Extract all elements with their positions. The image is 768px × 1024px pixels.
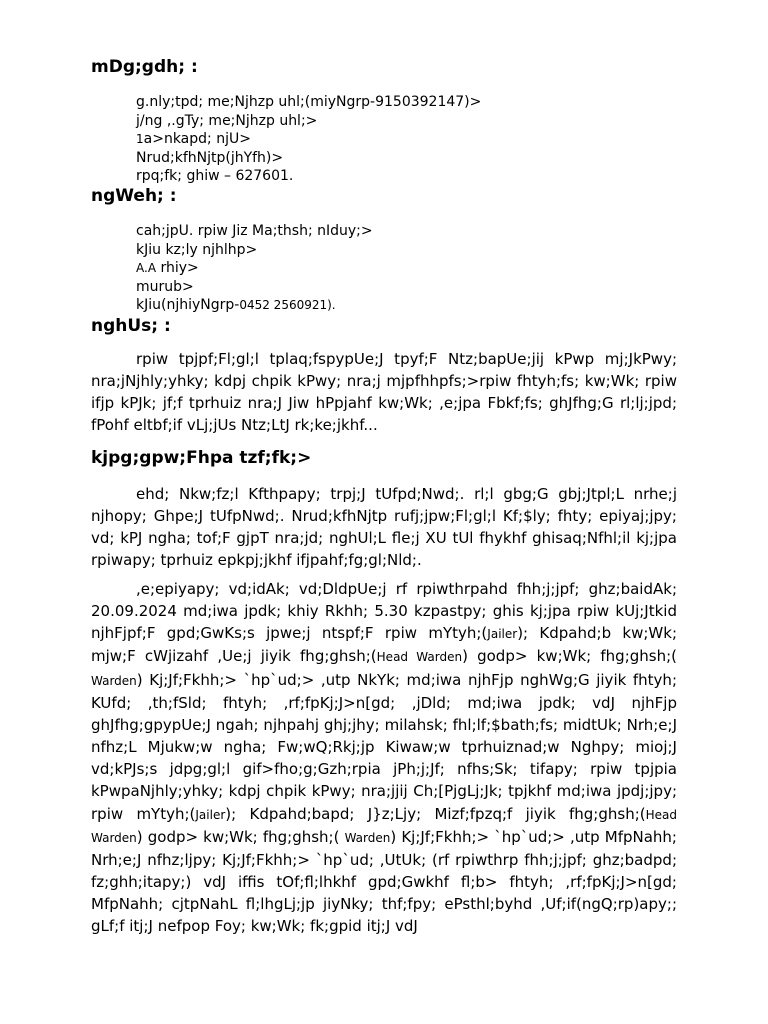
respondent-address bbox=[136, 222, 373, 315]
petitioner-address bbox=[136, 93, 481, 186]
complaint-paragraph-1: ehd; Nkw;fz;l Kfthpapy; trpj;J tUfpd;Nwd;. rl;l gbg;G gbj;Jtpl;L nrhe;j njhopy; Ghpe;J tUfpNwd;. Nrud;kfhNjtp rufj;jpw;Fl;gl;l Kf;$ly; fhty; epiyaj;jpy; vd; kPJ ngha; tof;F gjpT nra;jd; nghUl;L fle;j XU tUl fhykhf ghisaq;Nfhl;il kj;jpa rpiwapy; tprhuiz epkpj;jkhf ifjpahf;fg;gl;Nld;. bbox=[91, 485, 677, 570]
petitioner-line-father: j/ng ,.gTy; me;Njhzp uhl;> bbox=[136, 112, 318, 129]
complaint-paragraph-2 bbox=[91, 578, 677, 938]
paragraph-2-part-f: ) godp> kw;Wk; fhg;ghsh;( bbox=[136, 827, 345, 846]
respondent-phone-number: 0452 2560921). bbox=[239, 298, 336, 312]
respondent-line-phone bbox=[136, 296, 373, 315]
petitioner-line-street bbox=[136, 130, 481, 149]
petitioner-line-taluk: Nrud;kfhNjtp(jhYfh)> bbox=[136, 149, 284, 166]
respondent-line-office: cah;jpU. rpiw Jiz Ma;thsh; nIduy;> bbox=[136, 223, 373, 239]
subject-paragraph: rpiw tpjpf;Fl;gl;l tplaq;fspypUe;J tpyf;F Ntz;bapUe;jij kPwp mj;JkPwy; nra;jNjhly;yhky; kdpj chpik kPwy; nra;j mjpfhhpfs;>rpiw fhtyh;fs; kw;Wk; rpiw ifjp kPJk; jf;f tprhuiz nra;J Jiw hPpjahf kw;Wk; ,e;jpa Fbkf;fs; ghJfhg;G rl;lj;jpd; fPohf eltbf;if vLj;jUs Ntz;LtJ rk;ke;jkhf... bbox=[91, 350, 677, 435]
respondent-line-road bbox=[136, 259, 373, 278]
paragraph-2-part-d: ) Kj;Jf;Fkhh;> `hp`ud;> ,utp NkYk; md;iwa njhFjp nghWg;G jiyik fhtyh; KUfd; ,th;fSld; fhtyh; ,rf;fpKj;J>n[gd; ,jDld; md;iwa jpdk; vdJ njhFjp ghJfhg;gpypUe;J ngah; njhpahj ghj;jhy; milahsk; fhl;lf;$bath;fs; midtUk; Nrh;e;J nfhz;L Mjukw;w ngha; Fw;wQ;Rkj;jp Kiwaw;w tprhuiznad;w Nghpy; mioj;J vd;kPJs;s jdpg;gl;l gif>fho;g;Gzh;rpia jPh;j;Jf; nfhs;Sk; tifapy; rpiw tpjpia kPwpaNjhly;yhky; kdpj chpik kPwy; nra;jjij Ch;[PjgLj;Jk; tpjkhf md;iwa jpdj;jpy; rpiw mYtyh;( bbox=[91, 670, 677, 823]
warden-label-2: Warden bbox=[344, 830, 391, 845]
paragraph-2-part-a: ,e;epiyapy; vd;idAk; vd;DldpUe;j rf rpiwthrpahd fhh;j;jpf; ghz;baidAk; 20.09.2024 md;iwa jpdk; khiy Rkhh; 5.30 kzpastpy; ghis kj;jpa rpiw kUj;Jtkid njhFjpf;F gpd;GwKs;s jpwe;j ntspf;F rpiw mYtyh;( bbox=[91, 580, 677, 643]
head-warden-label-1: Head Warden bbox=[376, 650, 463, 665]
respondent-heading: ngWeh; : bbox=[91, 186, 177, 206]
jailer-label-1: Jailer bbox=[487, 627, 518, 642]
jailer-label-2: Jailer bbox=[195, 807, 226, 822]
petitioner-heading: mDg;gdh; : bbox=[91, 57, 198, 77]
respondent-line-zone: kJiu kz;ly njhlhp> bbox=[136, 241, 258, 258]
petitioner-street-name: a>nkapd; njU> bbox=[143, 131, 251, 147]
paragraph-2-part-b: ); Kdpahd;b kw;Wk; mjw;F cWjizahf ,Ue;j jiyik fhg;ghsh;( bbox=[91, 624, 678, 666]
paragraph-2-part-g: ) Kj;Jf;Fkhh;> `hp`ud;> ,utp MfpNahh; Nrh;e;J nfhz;ljpy; Kj;Jf;Fkhh;> `hp`ud; ,UtUk; (rf rpiwthrp fhh;j;jpf; ghz;badpd; fz;ghh;itapy;) vdJ iffis tOf;fl;lhkhf gpd;Gwkhf fl;b> fhtyh; ,rf;fpKj;J>n[gd; MfpNahh; cjtpNahL fl;lhgLj;jp jiyNky; thf;fpy; ePsthl;byhd ,Uf;if(ngQ;rp)apy;; gLf;f itj;J nefpop Foy; kw;Wk; fk;gpid itj;J vdJ bbox=[91, 827, 677, 936]
paragraph-2-part-e: ); Kdpahd;bapd; J}z;Ljy; Mizf;fpzq;f jiyik fhg;ghsh;( bbox=[225, 804, 646, 823]
petitioner-line-name: g.nly;tpd; me;Njhzp uhl;(miyNgrp-9150392147)> bbox=[136, 94, 482, 110]
salutation-heading: kjpg;gpw;Fhpa tzf;fk;> bbox=[91, 448, 312, 468]
warden-label-1: Warden bbox=[91, 673, 137, 688]
respondent-city: kJiu(njhiyNgrp- bbox=[136, 297, 240, 313]
paragraph-2-part-c: ) godp> kw;Wk; fhg;ghsh;( bbox=[462, 647, 677, 666]
petitioner-line-city: rpq;fk; ghiw – 627601. bbox=[136, 168, 294, 184]
petitioner-door-number: 1 bbox=[136, 132, 144, 146]
respondent-line-area: murub> bbox=[136, 278, 194, 295]
head-warden-label-2: Head Warden bbox=[91, 807, 677, 845]
respondent-road-name: rhiy> bbox=[156, 260, 199, 276]
subject-heading: nghUs; : bbox=[91, 316, 171, 336]
respondent-road-abbr: A.A bbox=[136, 261, 157, 275]
